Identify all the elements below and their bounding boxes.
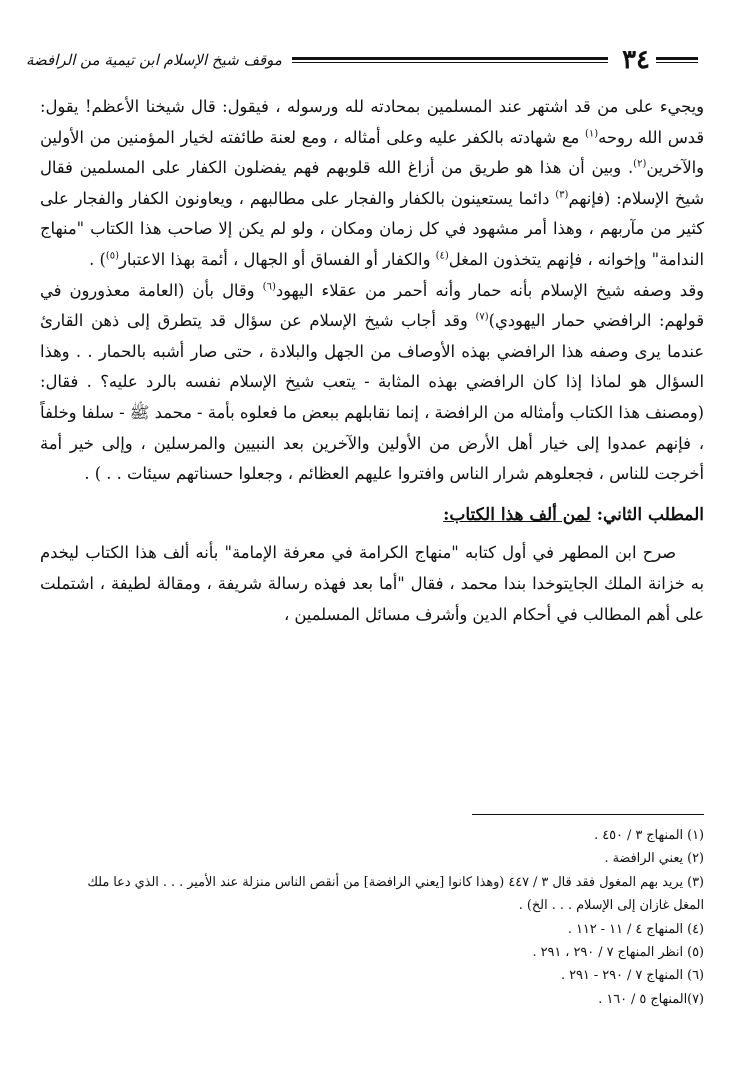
footnote-6: (٦) المنهاج ٧ / ٢٩٠ - ٢٩١ . (561, 968, 704, 984)
paragraph-1: ويجيء على من قد اشتهر عند المسلمين بمحادته لله ورسوله ، فيقول: قال شيخنا الأعظم! يقول: قدس الله روحه$^{(١)}$ مع شهادته بالكفر عليه وعلى أمثاله ، ومع لعنة طائفته لخيار المؤمنين من الأولين والآخرين$^{(٢)}$. وبين أن هذا هو طريق من أزاغ الله قلوبهم فهم يفضلون الكفار على المسلمين فقال شيخ الإسلام: (فإنهم$^{(٣)}$ دائما يستعينون بالكفار والفجار على مطالبهم ، ويعاونون الكفار والفجار على كثير من مآربهم ، وهذا أمر مشهود في كل زمان ومكان ، ولو لم يكن إلا صاحب هذا الكتاب "منهاج الندامة" وإخوانه ، فإنهم يتخذون المغل$^{(٤)}$ والكفار أو الفساق أو الجهال ، أئمة بهذا الاعتبار$^{(٥)}$) . (40, 97, 704, 269)
running-title: موقف شيخ الإسلام ابن تيمية من الرافضة (26, 51, 282, 69)
footnote-ref-6: (٦) (262, 281, 276, 293)
body-text (40, 92, 704, 630)
footnote-ref-2: (٢) (633, 158, 647, 170)
footnote-7: (٧)المنهاج ٥ / ١٦٠ . (598, 991, 704, 1007)
footnote-4: (٤) المنهاج ٤ / ١١ - ١١٢ . (567, 921, 704, 937)
running-header (22, 42, 704, 78)
section-label: المطلب الثاني: (596, 504, 704, 525)
footnote-ref-5: (٥) (105, 250, 119, 262)
footnotes (40, 824, 704, 1011)
footnote-1: (١) المنهاج ٣ / ٤٥٠ . (594, 828, 704, 843)
footnote-separator (472, 814, 704, 815)
footnote-5: (٥) انظر المنهاج ٧ / ٢٩٠ ، ٢٩١ . (532, 945, 704, 961)
header-rule-middle (292, 57, 608, 63)
section-heading (40, 500, 704, 531)
footnote-ref-7: (٧) (475, 311, 489, 323)
section-title: لمن ألف هذا الكتاب: (443, 504, 591, 525)
page-number: ٣٤ (622, 45, 650, 75)
footnote-ref-4: (٤) (435, 250, 449, 262)
footnote-2: (٢) يعني الرافضة . (604, 851, 704, 867)
footnote-3: (٣) يريد بهم المغول فقد قال ٣ / ٤٤٧ (وهذا كانوا [يعني الرافضة] من أنقص الناس منزلة عند الأمير . . . الذي دعا ملك (87, 874, 704, 890)
paragraph-2: وقد وصفه شيخ الإسلام بأنه حمار وأنه أحمر من عقلاء اليهود$^{(٦)}$ وقال بأن (العامة معذورون في قولهم: الرافضي حمار اليهودي)$^{(٧)}$ وقد أجاب شيخ الإسلام عن سؤال قد يتطرق إلى ذهن القارئ عندما يرى وصفه هذا الرافضي بهذه الأوصاف من الجهل والبلادة ، حتى صار أشبه بالحمار . . وهذا السؤال هو لماذا إذا كان الرافضي بهذه المثابة - يتعب شيخ الإسلام نفسه بالرد عليه؟ . فقال: (ومصنف هذا الكتاب وأمثاله من الرافضة ، إنما نقابلهم ببعض ما فعلوه بأمة - محمد ﷺ - سلفا وخلفاً ، فإنهم عمدوا إلى خيار أهل الأرض من الأولين والآخرين بعد النبيين والمرسلين ، وإلى خير أمة أخرجت للناس ، فجعلوهم شرار الناس وافتروا عليهم العظائم ، وجعلوا حسناتهم سيئات . . ) . (40, 280, 704, 484)
paragraph-3: صرح ابن المطهر في أول كتابه "منهاج الكرامة في معرفة الإمامة" بأنه ألف هذا الكتاب ليخدم به خزانة الملك الجايتوخدا بندا محمد ، فقال "أما بعد فهذه رسالة شريفة ، ومقالة لطيفة ، اشتملت على أهم المطالب في أحكام الدين وأشرف مسائل المسلمين ، (40, 543, 704, 624)
footnote-ref-1: (١) (584, 128, 599, 140)
footnote-ref-3: (٣) (555, 189, 569, 201)
footnote-3-continued: المغل غازان إلى الإسلام . . . الخ) . (518, 898, 704, 914)
header-rule-right (656, 57, 698, 63)
